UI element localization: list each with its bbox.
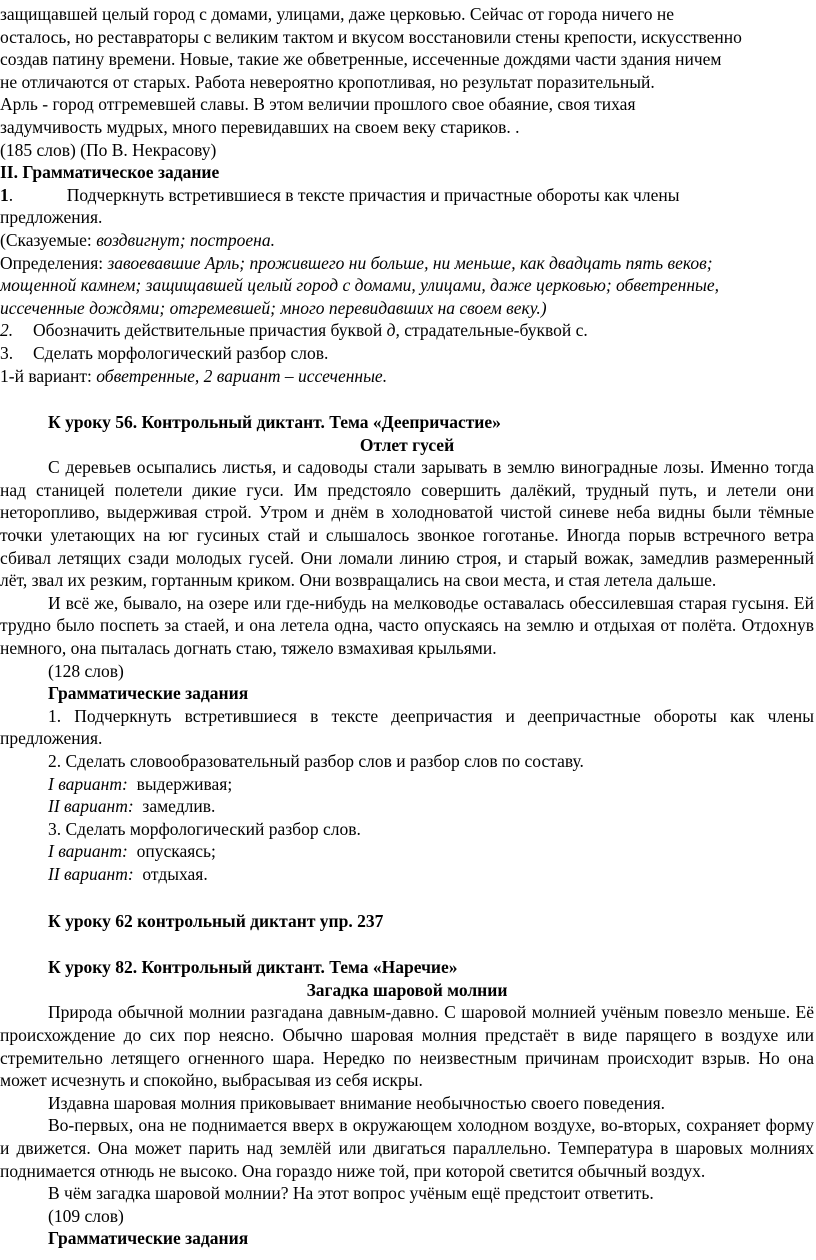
task-1 [0,184,814,207]
definitions-line-2: мощенной камнем; защищавшей целый город с домами, улицами, даже церковью; обветренные, [0,275,720,296]
task-3 [0,342,814,365]
lesson-56-heading: К уроку 56. Контрольный диктант. Тема «Деепричастие» [48,412,501,433]
text-line: создав патину времени. Новые, такие же обветренные, иссеченные дождями части здания ничем [0,49,722,70]
variant-label: II вариант: [48,796,134,817]
text-line: задумчивость мудрых, много перевидавших на своем веку стариков. . [0,116,520,137]
grammar-heading: II. Грамматическое задание [0,162,220,183]
task-1-continuation: предложения. [0,207,103,228]
variant-line [0,795,814,818]
variant-value: выдерживая; [136,773,233,794]
variants-value: обветренные, 2 вариант – иссеченные. [96,365,388,386]
task-2 [0,319,814,342]
section-arles-text [0,0,814,387]
paragraph: Во-первых, она не поднимается вверх в окружающем холодном воздухе, во-вторых, сохраняет форму и движется. Она может парить над землёй или двигаться параллельно. Температура в шаровых молниях поднимается отнюдь не высоко. Она гораздо ниже той, при которой светится обычный воздух. [0,1115,814,1181]
dictation-title: Загадка шаровой молнии [306,979,508,1000]
text-line: осталось, но реставраторы с великим тактом и вкусом восстановили стены крепости, искусственно [0,26,742,47]
dictation-title: Отлет гусей [359,434,455,455]
section-lesson-62 [0,910,814,933]
paragraph: Природа обычной молнии разгадана давным-давно. С шаровой молнией учёным повезло меньше. Её происхождение до сих пор неясно. Обычно шаровая молния предстаёт в виде парящего в воздухе или стремительно летящего огненного шара. Нередко по неизвестным причинам происходит взрыв. Но она может исчезнуть и спокойно, выбрасывая из себя искры. [0,1002,814,1091]
definitions-value: завоевавшие Арль; прожившего ни больше, ни меньше, как двадцать пять веков; [107,252,713,273]
lesson-62-heading: К уроку 62 контрольный диктант упр. 237 [48,910,384,931]
text-line: защищавшей целый город с домами, улицами, даже церковью. Сейчас от города ничего не [0,4,675,24]
word-count: (128 слов) [48,660,124,681]
task-3: 3. Сделать морфологический разбор слов. [48,818,361,839]
grammar-tasks-heading: Грамматические задания [48,1228,249,1249]
task-1: 1. Подчеркнуть встретившиеся в тексте деепричастия и деепричастные обороты как члены предложения. [0,705,814,749]
definitions-label: Определения: [0,252,108,273]
lesson-82-heading: К уроку 82. Контрольный диктант. Тема «Наречие» [48,957,458,978]
word-count-line: (185 слов) (По В. Некрасову) [0,139,217,160]
spacer [0,932,814,956]
definitions-line [0,252,814,275]
task-1-text: Подчеркнуть встретившиеся в тексте причастия и причастные обороты как члены [66,184,680,205]
task-1-dot: . [8,184,14,205]
grammar-tasks-heading: Грамматические задания [48,683,249,704]
spacer [0,886,814,910]
text-line: не отличаются от старых. Работа невероятно кропотливая, но результат поразительный. [0,71,655,92]
variant-line [0,863,814,886]
task-2: 2. Сделать словообразовательный разбор слов и разбор слов по составу. [48,751,584,771]
task-2-text: Обозначить действительные причастия буквой [33,320,387,341]
task-1-number: 1 [0,184,9,205]
predicates-label: (Сказуемые: [0,229,97,250]
variant-line [0,773,814,796]
variant-value: отдыхая. [142,863,208,884]
variant-label: II вариант: [48,863,134,884]
section-lesson-82 [0,956,814,1250]
spacer [0,387,814,411]
definitions-line-3: иссеченные дождями; отгремевшей; много перевидавших на своем веку.) [0,297,547,318]
variants-line [0,365,814,388]
variant-value: замедлив. [142,796,216,817]
variant-label: I вариант: [48,841,128,862]
predicates-line [0,229,814,252]
paragraph: И всё же, бывало, на озере или где-нибудь на мелководье оставалась обессилевшая старая гусыня. Ей трудно было поспеть за стаей, и она летела одна, часто опускаясь на землю и отдыхая от полёта. Отдохнув немного, она пыталась догнать стаю, тяжело взмахивая крыльями. [0,592,814,659]
paragraph: С деревьев осыпались листья, и садоводы стали зарывать в землю виноградные лозы. Именно тогда над станицей полетели дикие гуси. Им предстояло совершить далёкий, трудный путь, и летели они неторопливо, выдерживая строй. Утром и днём в холодноватой чистой синеве неба видны были тёмные точки улетающих на юг гусиных стай и слышалось звонкое гоготанье. Иногда порыв встречного ветра сбивал летящих сзади молодых гусей. Они ломали линию строя, и старый вожак, замедлив размеренный лёт, звал их резким, гортанным криком. Они возвращались на свои места, и стая летела дальше. [0,457,814,591]
task-3-number: 3. [0,342,14,363]
variant-line [0,840,814,863]
task-2-text-end: страдательные-буквой с. [399,320,588,341]
text-line: Арль - город отгремевшей славы. В этом величии прошлого свое обаяние, своя тихая [0,94,636,115]
task-2-letter: д, [386,320,400,341]
predicates-value: воздвигнут; построена. [96,229,275,250]
variant-value: опускаясь; [136,841,216,862]
word-count: (109 слов) [48,1205,124,1226]
paragraph: Издавна шаровая молния приковывает внимание необычностью своего поведения. [48,1092,666,1113]
task-3-text: Сделать морфологический разбор слов. [33,342,329,363]
task-2-number: 2. [0,320,14,341]
section-lesson-56 [0,411,814,885]
paragraph: В чём загадка шаровой молнии? На этот вопрос учёным ещё предстоит ответить. [48,1183,654,1204]
variants-label: 1-й вариант: [0,365,97,386]
variant-label: I вариант: [48,773,128,794]
